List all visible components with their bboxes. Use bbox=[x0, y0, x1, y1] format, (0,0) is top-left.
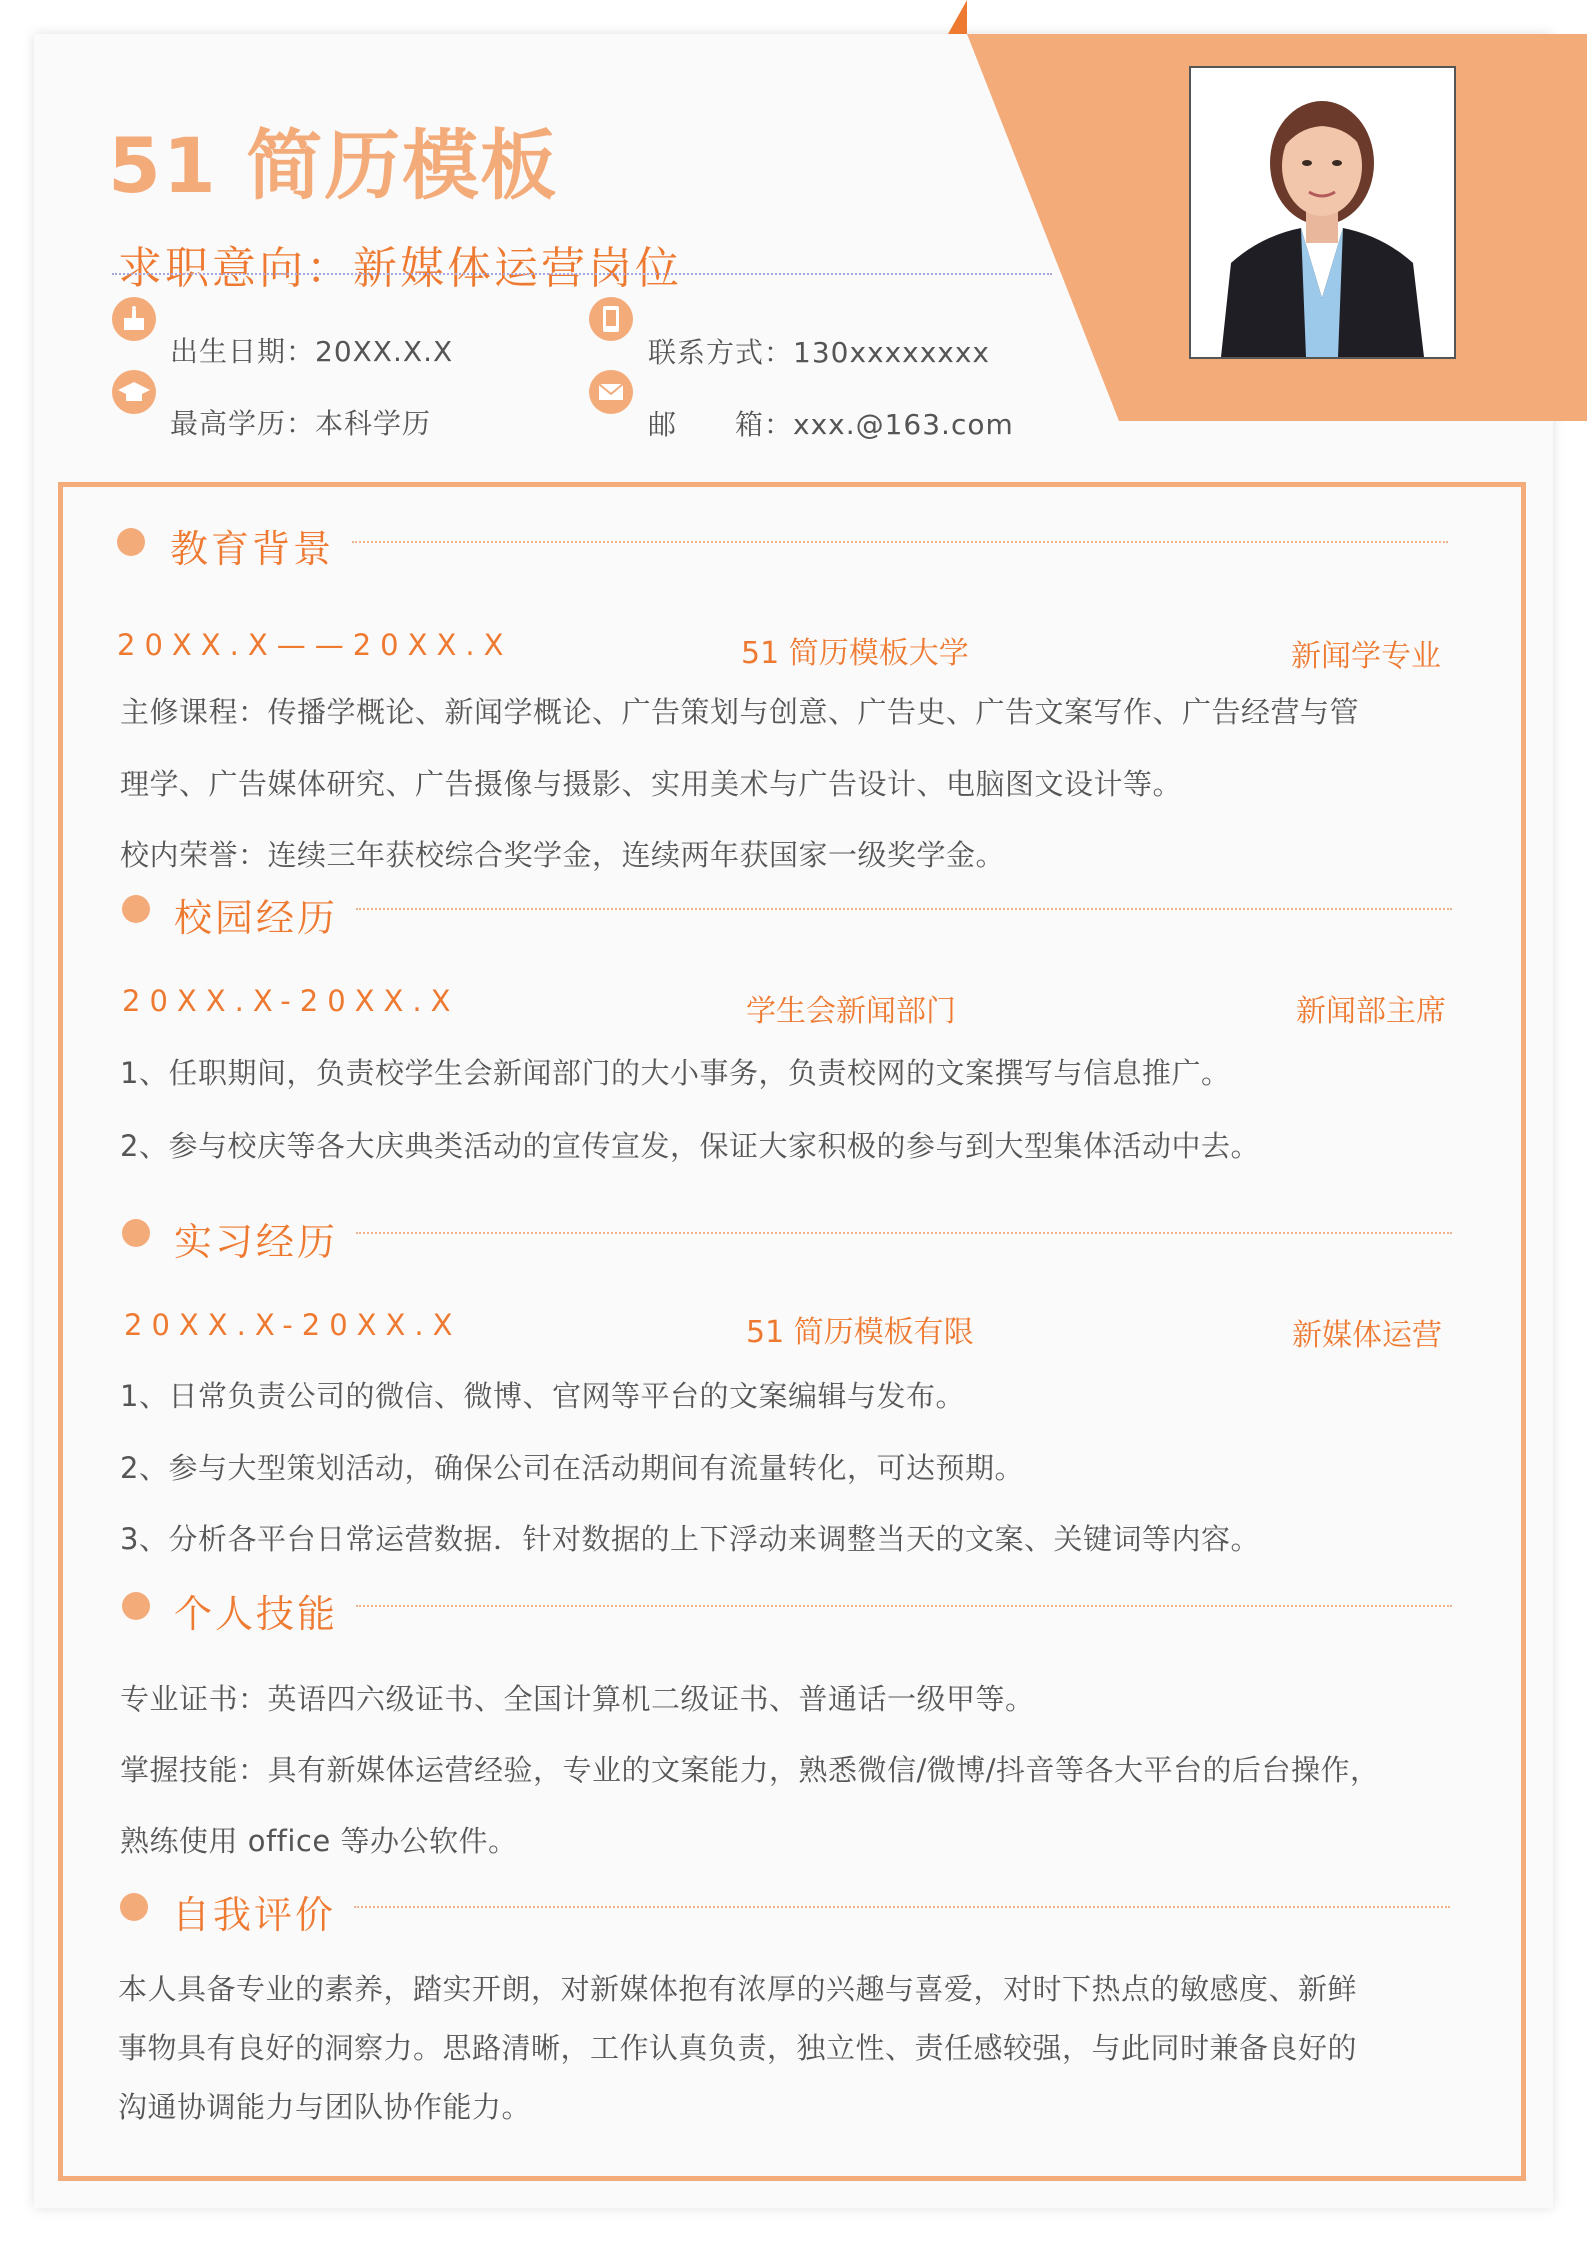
section-bullet bbox=[122, 895, 150, 923]
courses-line-2: 理学、广告媒体研究、广告摄像与摄影、实用美术与广告设计、电脑图文设计等。 bbox=[120, 767, 1183, 801]
self-eval-line-3: 沟通协调能力与团队协作能力。 bbox=[118, 2090, 532, 2124]
section-bullet bbox=[120, 1893, 148, 1921]
section-bullet bbox=[117, 528, 145, 556]
campus-item-1: 1、任职期间，负责校学生会新闻部门的大小事务，负责校网的文案撰写与信息推广。 bbox=[120, 1056, 1231, 1090]
email: 邮 箱：xxx.@163.com bbox=[648, 408, 1014, 441]
school-name: 51 简历模板大学 bbox=[741, 636, 969, 671]
campus-org: 学生会新闻部门 bbox=[746, 994, 956, 1029]
contact-phone: 联系方式：130xxxxxxxx bbox=[648, 336, 991, 369]
internship-date: 20XX.X-20XX.X bbox=[124, 1308, 462, 1342]
profile-photo bbox=[1189, 66, 1456, 359]
campus-role: 新闻部主席 bbox=[1296, 994, 1446, 1029]
campus-item-2: 2、参与校庆等各大庆典类活动的宣传宣发，保证大家积极的参与到大型集体活动中去。 bbox=[120, 1129, 1260, 1163]
section-divider bbox=[354, 1906, 1450, 1908]
certificates: 专业证书：英语四六级证书、全国计算机二级证书、普通话一级甲等。 bbox=[120, 1682, 1035, 1716]
skills-line-2: 熟练使用 office 等办公软件。 bbox=[120, 1824, 518, 1858]
section-bullet bbox=[122, 1219, 150, 1247]
company-name: 51 简历模板有限 bbox=[746, 1315, 974, 1350]
internship-item-2: 2、参与大型策划活动，确保公司在活动期间有流量转化，可达预期。 bbox=[120, 1451, 1024, 1485]
campus-date: 20XX.X-20XX.X bbox=[122, 984, 460, 1018]
courses-line-1: 主修课程：传播学概论、新闻学概论、广告策划与创意、广告史、广告文案写作、广告经营与管 bbox=[120, 695, 1360, 729]
internship-item-1: 1、日常负责公司的微信、微博、官网等平台的文案编辑与发布。 bbox=[120, 1379, 965, 1413]
job-intent: 求职意向：新媒体运营岗位 bbox=[118, 243, 682, 294]
section-bullet bbox=[122, 1592, 150, 1620]
internship-item-3: 3、分析各平台日常运营数据．针对数据的上下浮动来调整当天的文案、关键词等内容。 bbox=[120, 1522, 1260, 1556]
campus-title: 校园经历 bbox=[174, 896, 339, 940]
phone-icon bbox=[589, 297, 633, 341]
education-date: 20XX.X——20XX.X bbox=[117, 628, 513, 662]
education-title: 教育背景 bbox=[170, 527, 335, 571]
cake-icon bbox=[112, 297, 156, 341]
mail-icon bbox=[589, 370, 633, 414]
education-level: 最高学历：本科学历 bbox=[170, 407, 432, 440]
skills-line-1: 掌握技能：具有新媒体运营经验，专业的文案能力，熟悉微信/微博/抖音等各大平台的后台操作， bbox=[120, 1753, 1380, 1787]
graduation-cap-icon bbox=[112, 370, 156, 414]
skills-title: 个人技能 bbox=[174, 1592, 339, 1636]
person-photo-icon bbox=[1191, 68, 1454, 357]
self-eval-line-2: 事物具有良好的洞察力。思路清晰，工作认真负责，独立性、责任感较强，与此同时兼备良好的 bbox=[118, 2031, 1358, 2065]
internship-title: 实习经历 bbox=[174, 1220, 339, 1264]
internship-role: 新媒体运营 bbox=[1292, 1318, 1442, 1353]
self-eval-line-1: 本人具备专业的素养，踏实开朗，对新媒体抱有浓厚的兴趣与喜爱，对时下热点的敏感度、新鲜 bbox=[118, 1972, 1358, 2006]
section-divider bbox=[356, 908, 1452, 910]
self-eval-title: 自我评价 bbox=[172, 1893, 337, 1937]
section-divider bbox=[356, 1605, 1452, 1607]
resume-title: 51 简历模板 bbox=[108, 121, 559, 210]
section-divider bbox=[352, 541, 1448, 543]
section-divider bbox=[356, 1232, 1452, 1234]
intent-divider bbox=[112, 273, 1052, 275]
major: 新闻学专业 bbox=[1291, 639, 1441, 674]
birth-date: 出生日期：20XX.X.X bbox=[170, 335, 454, 368]
honors: 校内荣誉：连续三年获校综合奖学金，连续两年获国家一级奖学金。 bbox=[120, 838, 1006, 872]
